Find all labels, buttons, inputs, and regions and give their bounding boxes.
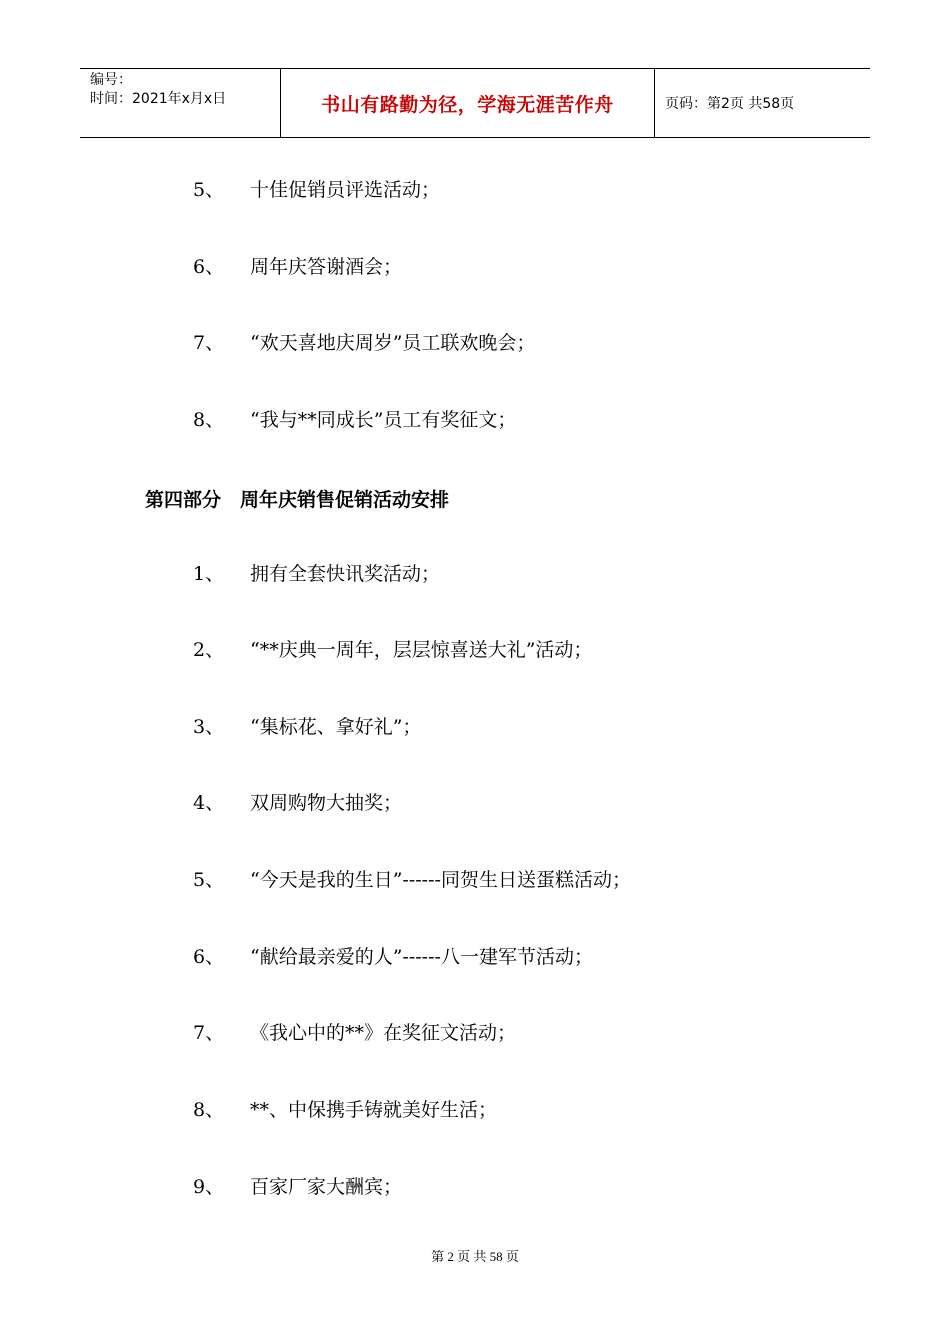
header-meta — [80, 69, 281, 137]
item-number: 7、 — [193, 332, 225, 354]
item-number: 4、 — [193, 792, 225, 814]
item-text: “**庆典一周年，层层惊喜送大礼”活动； — [250, 639, 593, 661]
item-number: 7、 — [193, 1022, 225, 1044]
item-text: 十佳促销员评选活动； — [250, 179, 441, 201]
item-text: 拥有全套快讯奖活动； — [250, 563, 441, 585]
item-text: “我与**同成长”员工有奖征文； — [250, 409, 517, 431]
item-number: 2、 — [193, 639, 225, 661]
item-text: “欢天喜地庆周岁”员工联欢晚会； — [250, 332, 536, 354]
item-text: 百家厂家大酬宾； — [250, 1176, 403, 1198]
item-text: “献给最亲爱的人”------八一建军节活动； — [250, 946, 593, 968]
page-header — [80, 68, 870, 138]
item-text: 周年庆答谢酒会； — [250, 256, 403, 278]
item-number: 8、 — [193, 1099, 225, 1121]
page-footer: 第 2 页 共 58 页 — [431, 1249, 519, 1264]
item-number: 5、 — [193, 179, 225, 201]
item-text: “今天是我的生日”------同贺生日送蛋糕活动； — [250, 869, 631, 891]
item-number: 3、 — [193, 716, 225, 738]
item-text: “集标花、拿好礼”； — [250, 716, 422, 738]
section-title: 第四部分 周年庆销售促销活动安排 — [145, 489, 450, 511]
document-time: 时间：2021年x月x日 — [90, 91, 227, 107]
item-number: 1、 — [193, 563, 225, 585]
item-number: 6、 — [193, 946, 225, 968]
header-motto: 书山有路勤为径，学海无涯苦作舟 — [281, 69, 655, 137]
item-text: 《我心中的**》在奖征文活动； — [250, 1022, 517, 1044]
item-text: **、中保携手铸就美好生活； — [250, 1099, 498, 1121]
item-number: 9、 — [193, 1176, 225, 1198]
item-number: 5、 — [193, 869, 225, 891]
item-number: 6、 — [193, 256, 225, 278]
header-page-info: 页码：第2页 共58页 — [665, 96, 795, 112]
document-number: 编号： — [90, 72, 132, 88]
item-text: 双周购物大抽奖； — [250, 792, 403, 814]
item-number: 8、 — [193, 409, 225, 431]
